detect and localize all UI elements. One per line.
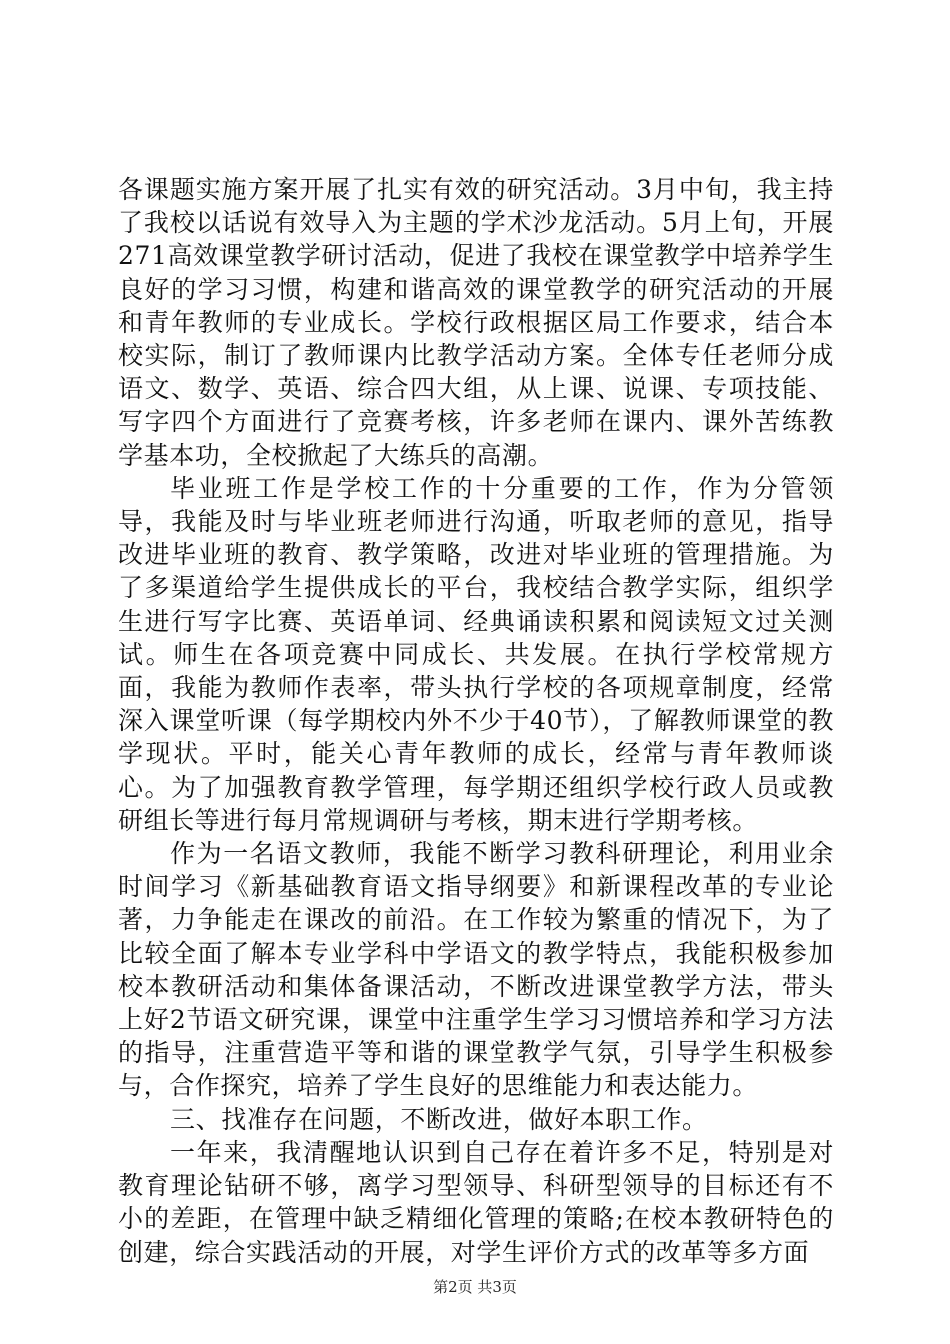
paragraph-shortcomings: 一年来，我清醒地认识到自己存在着许多不足，特别是对教育理论钻研不够，离学习型领导、科研型领导的目标还有不小的差距，在管理中缺乏精细化管理的策略;在校本教研特色的创建，综合实践活动的开展，对学生评价方式的改革等多方面 xyxy=(118,1137,834,1267)
body-text xyxy=(118,173,834,1269)
paragraph-research-activities: 各课题实施方案开展了扎实有效的研究活动。3月中旬，我主持了我校以话说有效导入为主题的学术沙龙活动。5月上旬，开展271高效课堂教学研讨活动，促进了我校在课堂教学中培养学生良好的学习习惯，构建和谐高效的课堂教学的研究活动的开展和青年教师的专业成长。学校行政根据区局工作要求，结合本校实际，制订了教师课内比教学活动方案。全体专任老师分成语文、数学、英语、综合四大组，从上课、说课、专项技能、写字四个方面进行了竞赛考核，许多老师在课内、课外苦练教学基本功，全校掀起了大练兵的高潮。 xyxy=(118,175,834,470)
section-heading-three: 三、找准存在问题，不断改进，做好本职工作。 xyxy=(170,1104,708,1134)
paragraph-graduating-class: 毕业班工作是学校工作的十分重要的工作，作为分管领导，我能及时与毕业班老师进行沟通，听取老师的意见，指导改进毕业班的教育、教学策略，改进对毕业班的管理措施。为了多渠道给学生提供成长的平台，我校结合教学实际，组织学生进行写字比赛、英语单词、经典诵读积累和阅读短文过关测试。师生在各项竞赛中同成长、共发展。在执行学校常规方面，我能为教师作表率，带头执行学校的各项规章制度，经常深入课堂听课（每学期校内外不少于40节），了解教师课堂的教学现状。平时，能关心青年教师的成长，经常与青年教师谈心。为了加强教育教学管理，每学期还组织学校行政人员或教研组长等进行每月常规调研与考核，期末进行学期考核。 xyxy=(118,473,834,835)
paragraph-chinese-teacher: 作为一名语文教师，我能不断学习教科研理论，利用业余时间学习《新基础教育语文指导纲要》和新课程改革的专业论著，力争能走在课改的前沿。在工作较为繁重的情况下，为了比较全面了解本专业学科中学语文的教学特点，我能积极参加校本教研活动和集体备课活动，不断改进课堂教学方法，带头上好2节语文研究课，课堂中注重学生学习习惯培养和学习方法的指导，注重营造平等和谐的课堂教学气氛，引导学生积极参与，合作探究，培养了学生良好的思维能力和表达能力。 xyxy=(118,839,834,1101)
page-footer: 第2页 共3页 xyxy=(433,1278,517,1296)
